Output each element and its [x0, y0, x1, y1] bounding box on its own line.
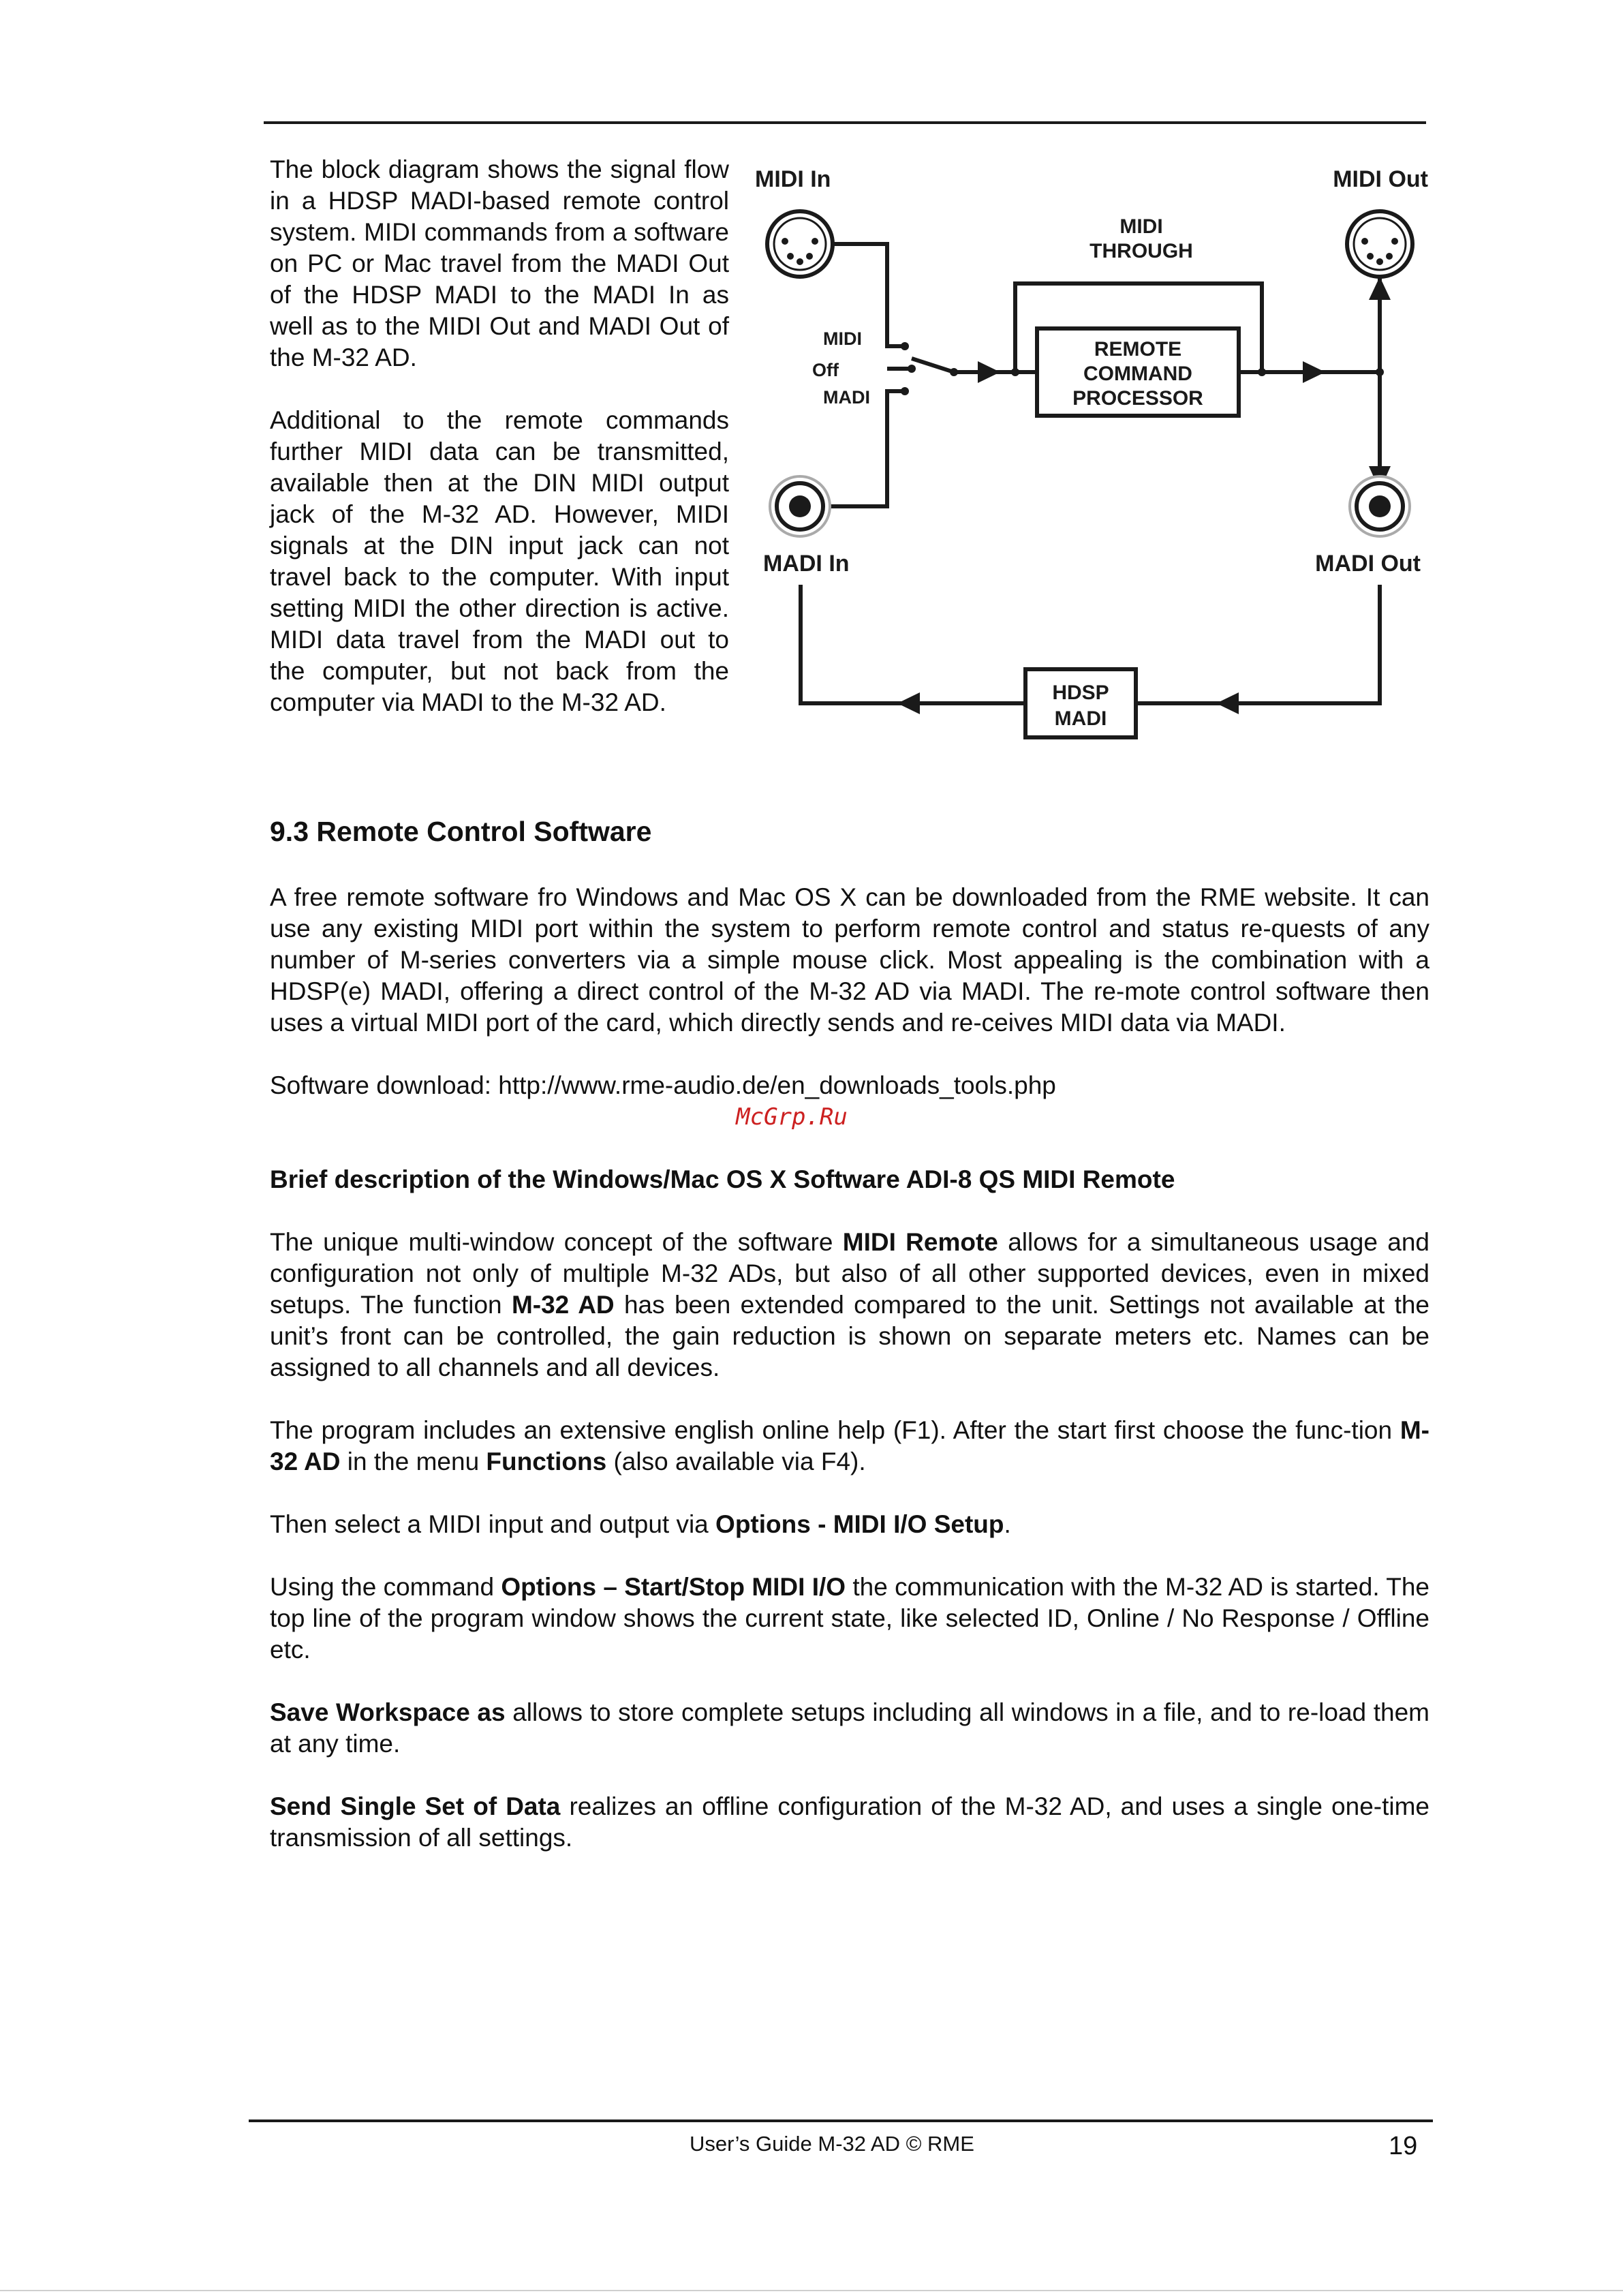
section-paragraph-1: A free remote software fro Windows and Mac OS X can be downloaded from the RME website. It can use any existing MIDI port within the system to perform remote control and status re-quests of any number of M-series converters via a simple mouse click. Most appealing is the combination with a HDSP(e) MADI, offering a direct control of the M-32 AD via MADI. The re-mote control software then uses a virtual MIDI port of the card, which directly sends and re-ceives MIDI data via MADI. — [270, 883, 1429, 1037]
section-paragraph-5: Using the command Options – Start/Stop MIDI I/O the communication with the M-32 AD is started. The top line of the program window shows the current state, like selected ID, Online / No Response / Offline etc. — [270, 1573, 1429, 1664]
block-diagram — [749, 157, 1431, 743]
page-number: 19 — [1389, 2132, 1418, 2160]
diagram-label-madi-in: MADI In — [763, 551, 850, 577]
header-rule — [264, 121, 1426, 124]
watermark-text: McGrp.Ru — [736, 1103, 848, 1131]
diagram-label-madi-out: MADI Out — [1315, 551, 1421, 577]
diagram-label-hdsp-1: HDSP — [1052, 682, 1109, 704]
footer-rule — [249, 2119, 1433, 2122]
intro-paragraph-1: The block diagram shows the signal flow in a HDSP MADI-based remote control system. MIDI commands from a software on PC or Mac travel from the MADI Out of the HDSP MADI to the MADI In as well as to the MIDI Out and MADI Out of the M-32 AD. — [270, 155, 729, 371]
diagram-label-switch-madi: MADI — [823, 387, 870, 408]
diagram-label-switch-midi: MIDI — [823, 328, 862, 349]
diagram-label-processor-2: COMMAND — [1083, 363, 1192, 385]
intro-column — [270, 154, 729, 750]
main-section — [270, 811, 1429, 1885]
section-heading: 9.3 Remote Control Software — [270, 816, 652, 847]
diagram-label-processor-1: REMOTE — [1094, 338, 1182, 361]
section-paragraph-4: Then select a MIDI input and output via Options - MIDI I/O Setup. — [270, 1510, 1011, 1538]
section-paragraph-6: Save Workspace as allows to store complete setups including all windows in a file, and to re-load them at any time. — [270, 1698, 1429, 1758]
section-paragraph-3: The program includes an extensive english online help (F1). After the start first choose the func-tion M-32 AD in the menu Functions (also available via F4). — [270, 1416, 1429, 1475]
intro-paragraph-2: Additional to the remote commands further MIDI data can be transmitted, available then at the DIN MIDI output jack of the M-32 AD. However, MIDI signals at the DIN input jack can not travel back to the computer. With input setting MIDI the other direction is active. MIDI data travel from the MADI out to the computer, but not back from the computer via MADI to the M-32 AD. — [270, 406, 729, 716]
diagram-label-hdsp-2: MADI — [1054, 707, 1107, 730]
section-paragraph-2: The unique multi-window concept of the software MIDI Remote allows for a simultaneous usage and configuration not only of multiple M-32 ADs, but also of all other supported devices, even in mixed setups. The function M-32 AD has been extended compared to the unit. Settings not available at the unit’s front can be controlled, the gain reduction is shown on separate meters etc. Names can be assigned to all channels and all devices. — [270, 1228, 1430, 1381]
diagram-label-switch-off: Off — [812, 360, 839, 380]
download-line[interactable]: Software download: http://www.rme-audio.de/en_downloads_tools.php — [270, 1071, 1056, 1099]
diagram-label-midi-in: MIDI In — [755, 166, 831, 192]
diagram-label-processor-3: PROCESSOR — [1072, 387, 1203, 410]
diagram-label-midi-out: MIDI Out — [1333, 166, 1428, 192]
sub-heading: Brief description of the Windows/Mac OS X Software ADI-8 QS MIDI Remote — [270, 1165, 1175, 1193]
diagram-label-through-1: MIDI — [1119, 215, 1163, 238]
diagram-label-through-2: THROUGH — [1089, 240, 1193, 262]
section-paragraph-7: Send Single Set of Data realizes an offline configuration of the M-32 AD, and uses a single one-time transmission of all settings. — [270, 1792, 1429, 1852]
bottom-divider — [0, 2290, 1623, 2291]
footer-guide-title: User’s Guide M-32 AD © RME — [690, 2132, 974, 2156]
